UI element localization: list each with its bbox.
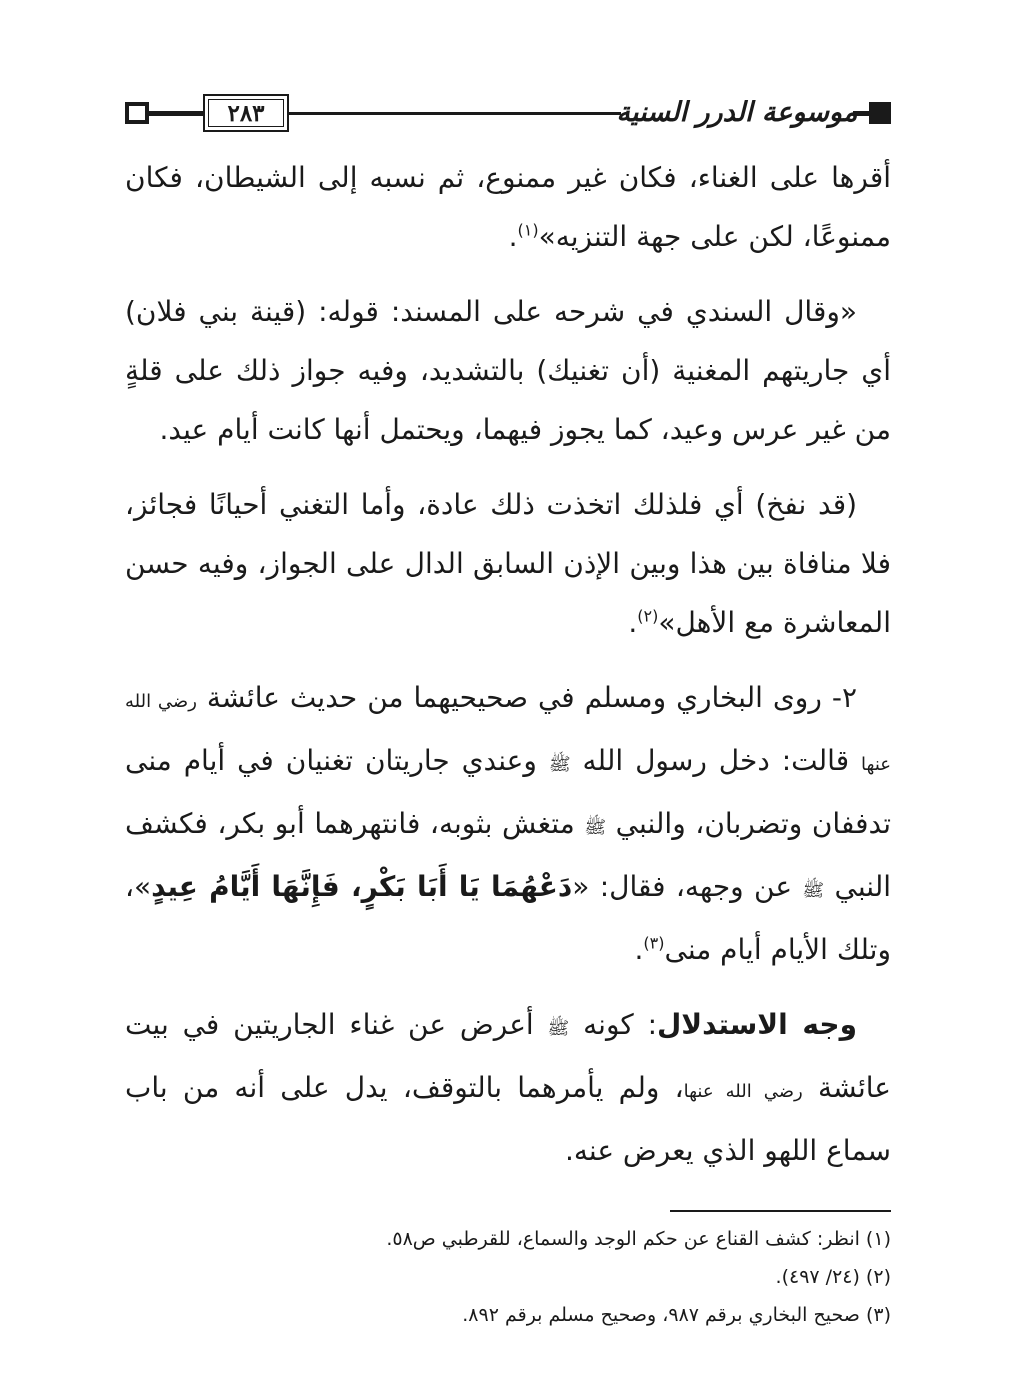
paragraph-5 <box>125 995 891 1180</box>
paragraph-4-tail: . <box>634 933 644 966</box>
footnote-3: (٣) صحيح البخاري برقم ٩٨٧، وصحيح مسلم برقم ٨٩٢. <box>462 1304 891 1326</box>
header-ornament-left <box>125 102 149 124</box>
header-rule-left <box>149 111 205 116</box>
paragraph-3-text: (قد نفخ) أي فلذلك اتخذت ذلك عادة، وأما التغني أحيانًا فجائز، فلا منافاة بين هذا وبين الإذن السابق الدال على الجواز، وفيه حسن المعاشرة مع الأهل» <box>125 488 891 639</box>
page-number: ٢٨٣ <box>227 99 265 127</box>
hadith-quote: دَعْهُمَا يَا أَبَا بَكْرٍ، فَإِنَّهَا أَيَّامُ عِيدٍ <box>151 870 573 903</box>
salawat-glyph: ﷺ <box>547 1018 570 1039</box>
honorific-glyph: رضي الله عنها <box>683 1081 803 1102</box>
paragraph-1-tail: . <box>508 220 518 253</box>
paragraph-4 <box>125 668 891 979</box>
series-title: موسوعة الدرر السنية <box>621 92 853 132</box>
footnote-ref-1: (١) <box>517 220 539 240</box>
paragraph-4-text-f: »، وتلك الأيام أيام منى <box>125 870 891 966</box>
evidence-label: وجه الاستدلال <box>657 1008 857 1041</box>
paragraph-5-text-a: : كونه <box>583 1008 658 1041</box>
page-header <box>125 92 891 136</box>
paragraph-5-text-b: أعرض عن غناء الجاريتين في بيت عائشة <box>125 1008 891 1104</box>
header-ornament-right <box>869 102 891 124</box>
salawat-glyph: ﷺ <box>548 754 571 775</box>
paragraph-3 <box>125 475 891 652</box>
paragraph-3-tail: . <box>628 606 638 639</box>
footnote-1: (١) انظر: كشف القناع عن حكم الوجد والسماع، للقرطبي ص٥٨. <box>386 1228 891 1250</box>
paragraph-1 <box>125 148 891 266</box>
salawat-glyph: ﷺ <box>584 817 607 838</box>
footnote-ref-2: (٢) <box>637 606 659 626</box>
paragraph-4-text-d: متغش بثوبه، فانتهرهما أبو بكر، فكشف النبي <box>125 807 892 903</box>
salawat-glyph: ﷺ <box>802 880 825 901</box>
footnote-2: (٢) (٢٤/ ٤٩٧). <box>775 1266 891 1288</box>
page-number-frame <box>203 94 289 132</box>
paragraph-4-text-e: عن وجهه، فقال: « <box>572 870 793 903</box>
paragraph-2: «وقال السندي في شرحه على المسند: قوله: (قينة بني فلان) أي جاريتهم المغنية (أن تغنيك) بالتشديد، وفيه جواز ذلك على قلةٍ من غير عرس وعيد، كما يجوز فيهما، ويحتمل أنها كانت أيام عيد. <box>125 295 891 446</box>
paragraph-4-text-a: ٢- روى البخاري ومسلم في صحيحيهما من حديث عائشة <box>206 681 857 714</box>
paragraph-4-text-c: وعندي جاريتان تغنيان في أيام منى تدففان وتضربان، والنبي <box>125 744 891 840</box>
paragraph-5-text-c: ، ولم يأمرهما بالتوقف، يدل على أنه من باب سماع اللهو الذي يعرض عنه. <box>125 1071 891 1167</box>
paragraph-4-text-b: قالت: دخل رسول الله <box>582 744 850 777</box>
footnote-ref-3: (٣) <box>643 933 665 953</box>
footnote-separator <box>670 1210 891 1212</box>
honorific-glyph: رضي الله عنها <box>125 691 891 775</box>
footnotes <box>125 1222 891 1336</box>
main-text <box>125 148 891 1196</box>
paragraph-1-text: أقرها على الغناء، فكان غير ممنوع، ثم نسبه إلى الشيطان، فكان ممنوعًا، لكن على جهة التنزيه» <box>125 161 891 253</box>
